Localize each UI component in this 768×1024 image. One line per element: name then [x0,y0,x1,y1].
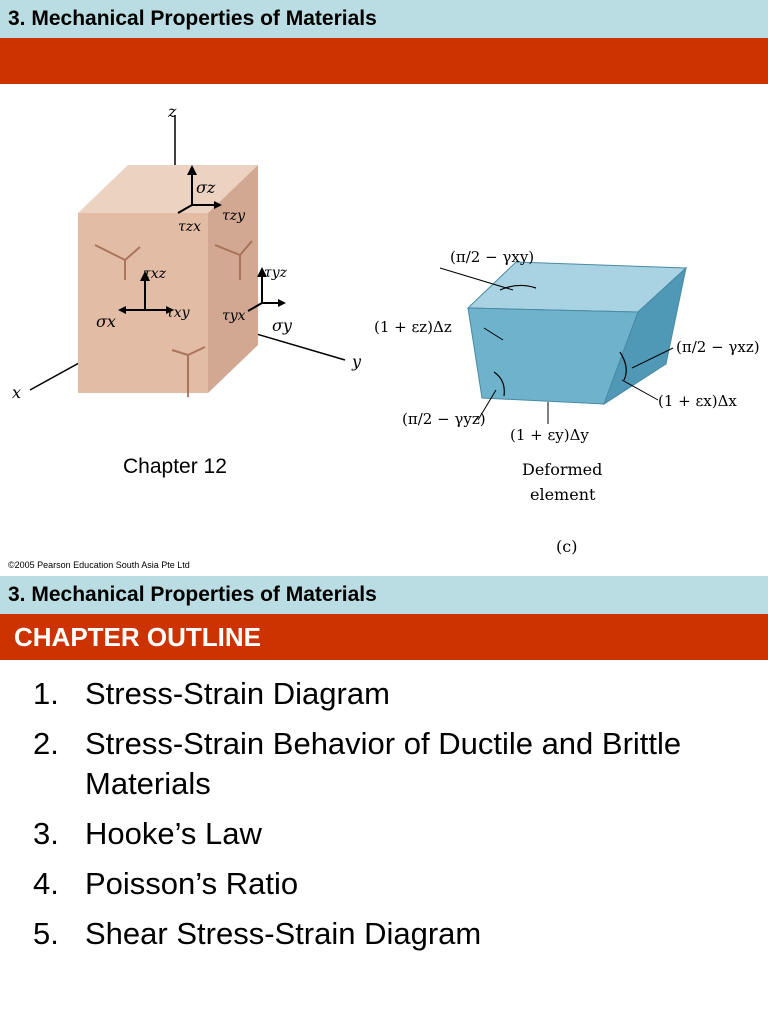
chapter-outline-list [33,674,763,964]
label-sigma-z: σz [196,178,216,197]
outline-text: Shear Stress-Strain Diagram [85,916,482,951]
label-sigma-x: σx [96,312,116,331]
label-angle-xy: (π/2 − γxy) [450,248,535,266]
label-tau-xy: τxy [166,305,190,321]
label-length-x: (1 + εx)Δx [658,392,737,410]
outline-text: Hooke’s Law [85,816,262,851]
slide-title: 3. Mechanical Properties of Materials [0,0,768,38]
outline-item [33,674,763,714]
axis-label-y: y [352,352,362,371]
outline-text: Stress-Strain Behavior of Ductile and Brittle Materials [85,726,682,801]
label-tau-zy: τzy [222,208,246,224]
label-sigma-y: σy [272,316,292,335]
label-tau-zx: τzx [178,219,202,235]
outline-number: 2. [33,726,59,761]
outline-item [33,724,763,804]
figure-caption-line2: element [530,485,596,504]
outline-number: 3. [33,816,59,851]
outline-text: Stress-Strain Diagram [85,676,390,711]
axis-label-z: z [168,102,177,121]
label-tau-xz: τxz [143,266,167,282]
accent-bar [0,38,768,84]
outline-item [33,864,763,904]
axis-label-x: x [12,383,22,402]
label-tau-yx: τyx [222,308,246,324]
copyright-text: ©2005 Pearson Education South Asia Pte Ltd [8,560,190,570]
slide-2 [0,576,768,1024]
outline-number: 1. [33,676,59,711]
label-angle-yz: (π/2 − γyz) [402,410,486,428]
label-length-y: (1 + εy)Δy [510,426,589,444]
stress-element-figure [0,95,380,425]
outline-item [33,914,763,954]
label-length-z: (1 + εz)Δz [374,318,452,336]
label-angle-xz: (π/2 − γxz) [676,338,760,356]
outline-number: 4. [33,866,59,901]
label-tau-yz: τyz [264,265,288,281]
deformed-element-figure [368,240,768,570]
figure-caption-line1: Deformed [522,460,603,479]
outline-number: 5. [33,916,59,951]
outline-text: Poisson’s Ratio [85,866,299,901]
chapter-label: Chapter 12 [123,455,227,478]
outline-item [33,814,763,854]
section-title: CHAPTER OUTLINE [0,614,768,660]
slide-title: 3. Mechanical Properties of Materials [0,576,768,614]
figure-sublabel: (c) [556,537,578,556]
